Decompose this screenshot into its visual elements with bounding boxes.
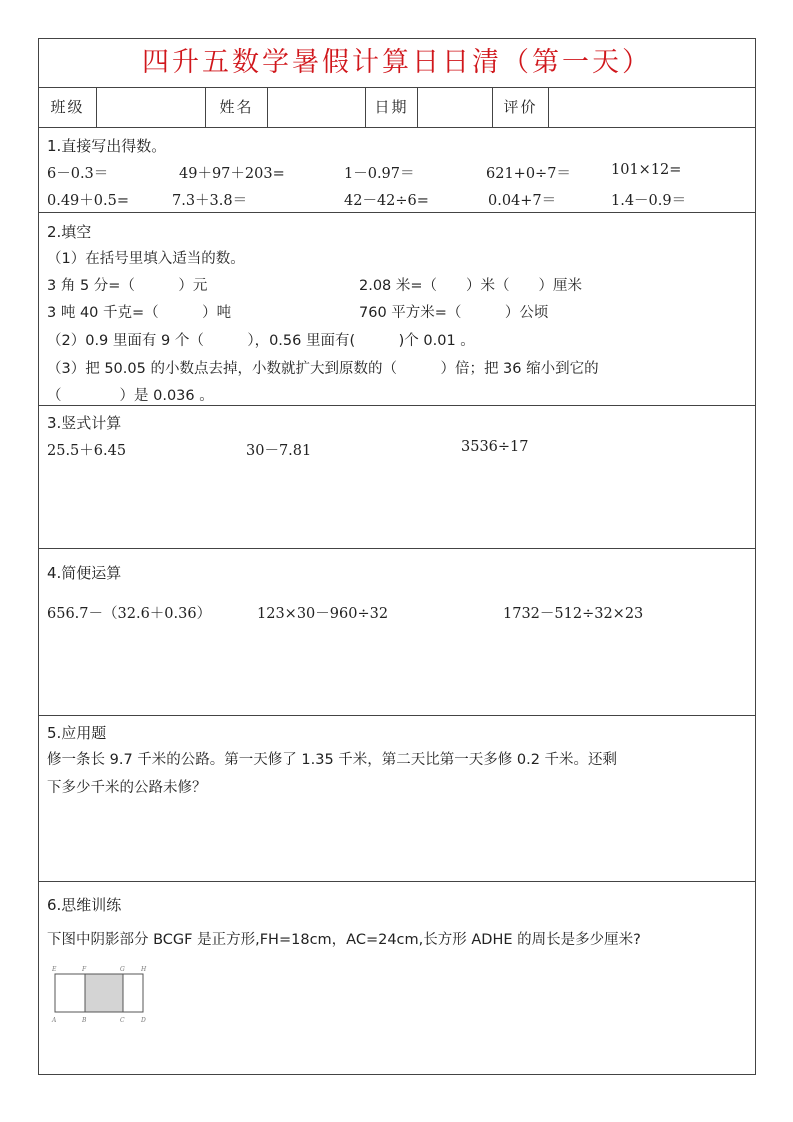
word-problem-line: 修一条长 9.7 千米的公路。第一天修了 1.35 千米，第二天比第一天多修 0.2 千米。还剩 <box>47 752 618 768</box>
section-direct-answers <box>39 127 755 213</box>
section-fill-blanks <box>39 213 755 406</box>
point-label: E <box>52 966 57 973</box>
fill-instruction: （1）在括号里填入适当的数。 <box>47 251 245 267</box>
section-5-heading: 5.应用题 <box>47 724 107 742</box>
point-label: B <box>82 1017 87 1024</box>
class-field[interactable] <box>97 87 206 127</box>
point-label: A <box>52 1017 57 1024</box>
word-problem-line: 下多少千米的公路未修？ <box>47 780 207 796</box>
problem: 30－7.81 <box>246 443 312 459</box>
section-word-problem <box>39 716 755 882</box>
point-label: C <box>120 1017 125 1024</box>
point-label: G <box>120 966 125 973</box>
shaded-square <box>85 974 123 1012</box>
section-3-heading: 3.竖式计算 <box>47 414 122 432</box>
class-label: 班级 <box>39 87 97 127</box>
point-label: H <box>141 966 147 973</box>
problem: 1.4－0.9＝ <box>611 193 687 209</box>
date-label: 日期 <box>366 87 418 127</box>
problem: 621+0÷7＝ <box>486 166 571 182</box>
eval-field[interactable] <box>549 87 755 127</box>
fill-item: （ ）是 0.036 。 <box>47 388 214 404</box>
worksheet-title: 四升五数学暑假计算日日清（第一天） <box>39 39 755 88</box>
problem: 123×30－960÷32 <box>257 606 389 622</box>
section-simplified-calc <box>39 549 755 716</box>
problem: 7.3＋3.8＝ <box>172 193 248 209</box>
eval-label: 评价 <box>493 87 549 127</box>
worksheet <box>38 38 756 1075</box>
fill-item: 2.08 米=（ ）米（ ）厘米 <box>359 278 583 294</box>
thinking-problem-line: 下图中阴影部分 BCGF 是正方形,FH=18cm，AC=24cm,长方形 ADHE 的周长是多少厘米? <box>47 932 641 948</box>
geometry-figure <box>49 962 159 1032</box>
problem: 1－0.97＝ <box>344 166 415 182</box>
section-4-heading: 4.简便运算 <box>47 564 122 582</box>
point-label: F <box>82 966 87 973</box>
section-vertical-calc <box>39 406 755 549</box>
fill-item: 3 吨 40 千克=（ ）吨 <box>47 305 232 321</box>
name-field[interactable] <box>268 87 366 127</box>
section-thinking-training <box>39 882 755 1074</box>
info-row <box>39 87 755 128</box>
problem: 3536÷17 <box>461 439 529 455</box>
fill-item: 3 角 5 分=（ ）元 <box>47 278 208 294</box>
problem: 656.7－（32.6＋0.36） <box>47 606 212 622</box>
problem: 0.49＋0.5= <box>47 193 129 209</box>
section-6-heading: 6.思维训练 <box>47 896 122 914</box>
date-field[interactable] <box>418 87 493 127</box>
problem: 101×12= <box>611 162 682 178</box>
name-label: 姓名 <box>206 87 268 127</box>
problem: 25.5＋6.45 <box>47 443 127 459</box>
problem: 1732－512÷32×23 <box>503 606 644 622</box>
fill-item: （2）0.9 里面有 9 个（ ），0.56 里面有( )个 0.01 。 <box>47 333 475 349</box>
point-label: D <box>141 1017 146 1024</box>
fill-item: 760 平方米=（ ）公顷 <box>359 305 549 321</box>
fill-item: （3）把 50.05 的小数点去掉，小数就扩大到原数的（ ）倍；把 36 缩小到它的 <box>47 361 599 377</box>
problem: 49＋97＋203= <box>179 166 285 182</box>
problem: 0.04+7＝ <box>488 193 557 209</box>
problem: 42－42÷6= <box>344 193 429 209</box>
problem: 6－0.3＝ <box>47 166 109 182</box>
section-1-heading: 1.直接写出得数。 <box>47 137 167 155</box>
section-2-heading: 2.填空 <box>47 223 92 241</box>
